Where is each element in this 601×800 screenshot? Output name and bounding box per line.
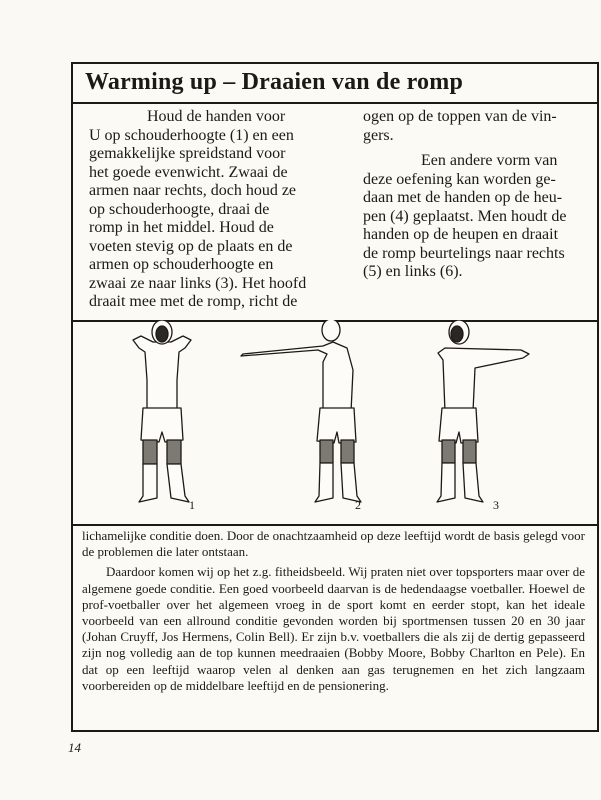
figure-1-label: 1 — [189, 498, 195, 512]
body-paragraph-2: Daardoor komen wij op het z.g. fitheidsbeeld. Wij praten niet over topsporters maar over de algemene goede conditie. Een goed voorbeeld daarvan is de hedendaagse voetballer. Hoewel de prof-voetballer over het algemeen vroeg in de sport komt en eerder stopt, kan het ideale voorbeeld van een allround conditie gevonden worden bij sportmensen tussen 20 en 30 jaar (Johan Cruyff, Jos Hermens, Colin Bell). Er zijn b.v. voetballers die als zij de dertig gepasseerd zijn nog volledig aan de top kunnen meedraaien (Bobby Moore, Bobby Charlton en Pele). En dat op een leeftijd waarop velen al denken aan gas terugnemen en het zich langzaam voorbereiden op de middelbare leeftijd en de pensionering. — [82, 564, 585, 693]
intro-line: het goede evenwicht. Zwaai de — [89, 163, 288, 181]
intro-line: de romp beurtelings naar rechts — [363, 244, 565, 262]
title-bar — [73, 64, 597, 104]
body-text — [73, 528, 597, 730]
intro-line: (5) en links (6). — [363, 263, 463, 280]
figure-2-label: 2 — [355, 498, 361, 512]
intro-section — [73, 102, 597, 322]
intro-line: voeten stevig op de plaats en de — [89, 237, 293, 255]
exercise-frame — [71, 62, 599, 732]
intro-line: daan met de handen op de heu- — [363, 189, 563, 206]
intro-line: zwaai ze naar links (3). Het hoofd — [89, 274, 307, 292]
intro-line: U op schouderhoogte (1) en een — [89, 126, 294, 144]
intro-line: Houd de handen voor — [147, 108, 286, 125]
intro-left-column — [89, 108, 351, 312]
intro-line: handen op de heupen en draait — [363, 226, 559, 243]
intro-line: gers. — [363, 126, 394, 144]
figure-2-illustration — [241, 320, 361, 502]
intro-line: romp in het middel. Houd de — [89, 219, 274, 236]
exercise-illustrations — [73, 320, 597, 524]
intro-line: deze oefening kan worden ge- — [363, 170, 556, 188]
illustration-panel — [73, 320, 597, 526]
intro-line: gemakkelijke spreidstand voor — [89, 145, 286, 162]
page-title: Warming up – Draaien van de romp — [85, 69, 463, 95]
body-paragraph-1: lichamelijke conditie doen. Door de onachtzaamheid op deze leeftijd wordt de basis gelegd voor de problemen die later ontstaan. — [82, 528, 585, 560]
figure-3-illustration — [437, 320, 529, 502]
intro-right-column — [363, 108, 589, 282]
intro-line: draait mee met de romp, richt de — [89, 293, 298, 310]
intro-line: ogen op de toppen van de vin- — [363, 108, 557, 125]
intro-line: Een andere vorm van — [421, 152, 558, 169]
intro-line: pen (4) geplaatst. Men houdt de — [363, 207, 567, 225]
figure-1-illustration — [133, 320, 191, 502]
intro-line: armen op schouderhoogte en — [89, 256, 274, 273]
figure-3-label: 3 — [493, 498, 499, 512]
page-number: 14 — [68, 740, 81, 755]
intro-line: armen naar rechts, doch houd ze — [89, 182, 297, 199]
intro-line: op schouderhoogte, draai de — [89, 200, 270, 218]
